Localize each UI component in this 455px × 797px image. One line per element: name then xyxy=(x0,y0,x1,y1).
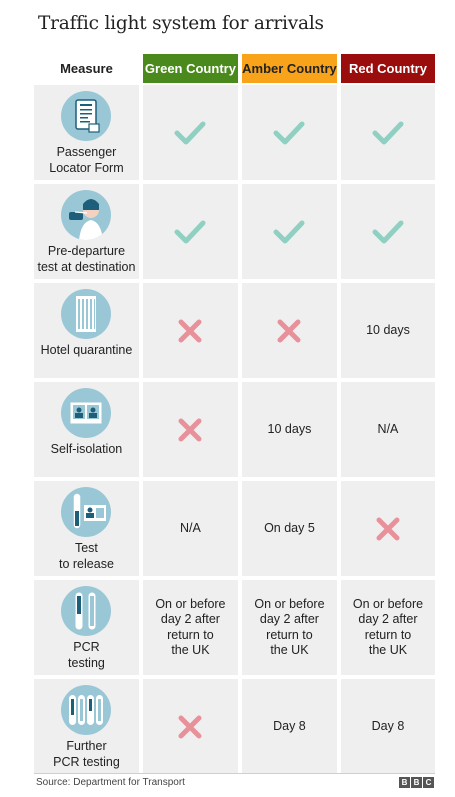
footer-divider xyxy=(34,773,435,774)
check-icon xyxy=(341,184,435,279)
bbc-logo-letter: B xyxy=(411,777,422,788)
table-row xyxy=(34,283,435,378)
measure-label: Self-isolation xyxy=(50,442,123,456)
requirement-cell xyxy=(143,481,238,576)
requirement-text: On or before day 2 after return to the UK xyxy=(352,596,424,657)
cross-icon xyxy=(143,382,238,477)
measure-label: Test to release xyxy=(59,541,114,571)
requirement-text: Day 8 xyxy=(371,718,405,733)
source-note: Source: Department for Transport xyxy=(36,777,185,788)
amber-country-header: Amber Country xyxy=(242,54,337,83)
requirement-cell xyxy=(341,382,435,477)
test-tube-icon xyxy=(61,487,111,537)
measure-label: Further PCR testing xyxy=(53,739,120,769)
cross-icon xyxy=(143,679,238,774)
requirement-cell xyxy=(242,679,337,774)
requirement-cell xyxy=(242,580,337,675)
swab-test-icon xyxy=(61,190,111,240)
measure-label: PCR testing xyxy=(68,640,105,670)
table-row xyxy=(34,481,435,576)
measure-cell xyxy=(34,580,139,675)
measure-cell xyxy=(34,85,139,180)
requirement-text: 10 days xyxy=(366,322,410,337)
requirement-cell xyxy=(341,679,435,774)
measure-label: Passenger Locator Form xyxy=(49,145,124,175)
measure-cell xyxy=(34,481,139,576)
bbc-logo-letter: B xyxy=(399,777,410,788)
multiple-tubes-icon xyxy=(61,685,111,735)
bbc-logo xyxy=(399,777,434,788)
measure-cell xyxy=(34,184,139,279)
requirement-cell xyxy=(341,580,435,675)
cross-icon xyxy=(143,283,238,378)
measure-cell xyxy=(34,382,139,477)
table-row xyxy=(34,184,435,279)
red-country-header: Red Country xyxy=(341,54,435,83)
table-row xyxy=(34,679,435,774)
home-isolation-icon xyxy=(61,388,111,438)
check-icon xyxy=(143,85,238,180)
cross-icon xyxy=(341,481,435,576)
requirement-text: N/A xyxy=(377,421,399,436)
requirement-text: Day 8 xyxy=(273,718,306,733)
requirement-text: 10 days xyxy=(267,421,312,436)
measure-cell xyxy=(34,283,139,378)
arrivals-table xyxy=(34,54,435,778)
table-row xyxy=(34,382,435,477)
requirement-text: On or before day 2 after return to the UK xyxy=(155,596,226,657)
requirement-text: On day 5 xyxy=(264,520,315,535)
requirement-cell xyxy=(242,481,337,576)
requirement-text: On or before day 2 after return to the UK xyxy=(254,596,325,657)
green-country-header: Green Country xyxy=(143,54,238,83)
requirement-cell xyxy=(143,580,238,675)
cross-icon xyxy=(242,283,337,378)
table-row xyxy=(34,85,435,180)
table-header-row xyxy=(34,54,435,83)
pcr-tubes-icon xyxy=(61,586,111,636)
check-icon xyxy=(143,184,238,279)
requirement-cell xyxy=(341,283,435,378)
form-icon xyxy=(61,91,111,141)
bbc-logo-letter: C xyxy=(423,777,434,788)
measure-label: Pre-departure test at destination xyxy=(37,244,136,274)
check-icon xyxy=(242,184,337,279)
page-title: Traffic light system for arrivals xyxy=(38,13,324,34)
check-icon xyxy=(341,85,435,180)
requirement-cell xyxy=(242,382,337,477)
check-icon xyxy=(242,85,337,180)
measure-column-header: Measure xyxy=(60,61,113,76)
requirement-text: N/A xyxy=(180,520,201,535)
measure-cell xyxy=(34,679,139,774)
hotel-icon xyxy=(61,289,111,339)
table-row xyxy=(34,580,435,675)
measure-label: Hotel quarantine xyxy=(40,343,133,357)
